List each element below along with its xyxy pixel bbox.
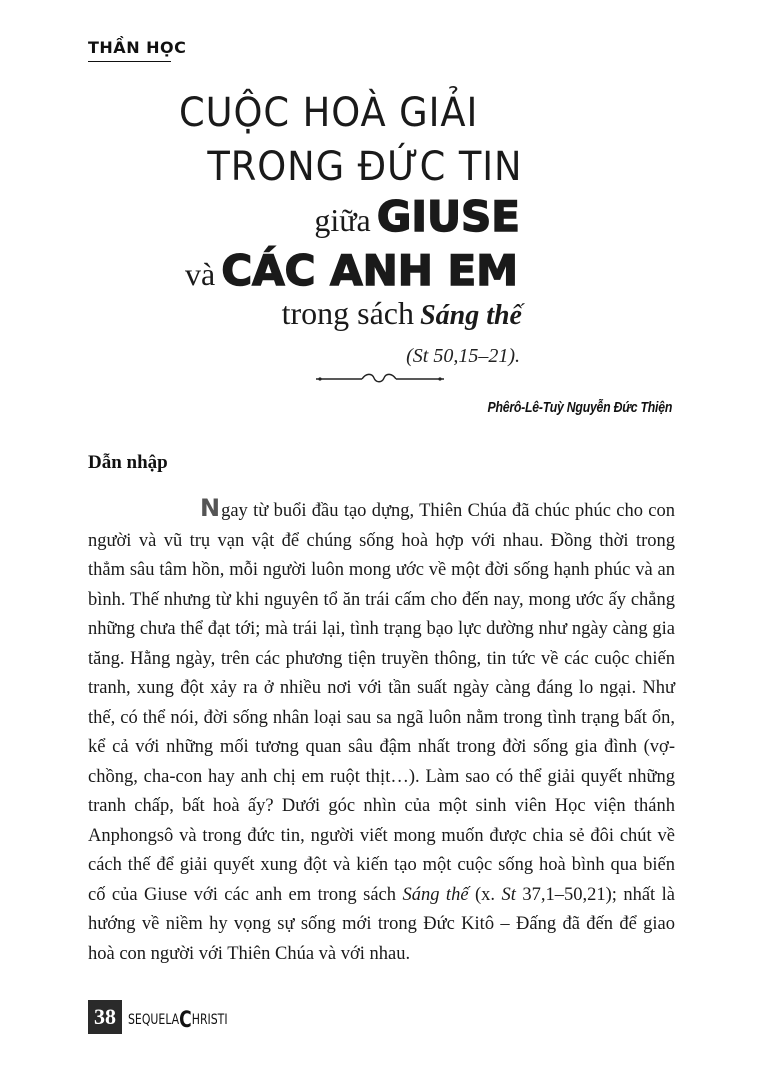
body-italic-abbrev: St <box>501 884 516 905</box>
logo-text-suffix: HRISTI <box>191 1012 228 1028</box>
title-line-4-emph: CÁC ANH EM <box>221 246 518 295</box>
title-line-4 <box>185 246 518 295</box>
title-line-1: CUỘC HOÀ GIẢI <box>178 90 478 136</box>
body-text-part-3: 37,1–50,21); nhất là hướng về niềm hy vọng sự sống mới trong Đức Kitô – Đấng đã đến để giao hoà con người với Thiên Chúa và với nhau. <box>88 884 675 964</box>
body-text-part-2: (x. <box>468 884 502 905</box>
ornament-divider-icon <box>316 372 444 386</box>
title-line-2: TRONG ĐỨC TIN <box>206 144 522 190</box>
section-tag-underline <box>88 61 171 62</box>
title-line-3 <box>314 192 520 241</box>
body-text-part-1: gay từ buổi đầu tạo dựng, Thiên Chúa đã chúc phúc cho con người và vũ trụ vạn vật để chúng sống hoà hợp với nhau. Đồng thời trong thẳm sâu tâm hồn, mỗi người luôn mong ước về một đời sống hạnh phúc và an bình. Thế nhưng từ khi nguyên tổ ăn trái cấm cho đến nay, mong ước ấy chẳng những chưa thể đạt tới; mà trái lại, tình trạng bạo lực dường như ngày càng gia tăng. Hằng ngày, trên các phương tiện truyền thông, tin tức về các cuộc chiến tranh, xung đột xảy ra ở nhiều nơi với tần suất ngày càng đáng lo ngại. Như thế, có thể nói, đời sống nhân loại sau sa ngã luôn nằm trong tình trạng bất ổn, kể cả với những mối tương quan sâu đậm nhất trong đời sống gia đình (vợ-chồng, cha-con hay anh chị em ruột thịt…). Làm sao có thể giải quyết những tranh chấp, bất hoà ấy? Dưới góc nhìn của một sinh viên Học viện thánh Anphongsô và trong đức tin, người viết mong muốn được chia sẻ đôi chút về cách thế để giải quyết xung đột và kiến tạo một cuộc sống hoà bình qua biến cố của Giuse với các anh em trong sách <box>88 501 675 905</box>
body-paragraph <box>88 494 675 969</box>
section-heading: Dẫn nhập <box>88 452 168 473</box>
title-line-5 <box>282 295 522 332</box>
title-line-3-emph: GIUSE <box>376 192 520 241</box>
magazine-logo <box>128 1008 228 1033</box>
title-line-5-prefix: trong sách <box>281 295 414 331</box>
logo-text-prefix: SEQUELA <box>128 1012 180 1028</box>
drop-cap: N <box>200 494 221 522</box>
author-name: Phêrô-Lê-Tuỳ Nguyễn Đức Thiện <box>487 399 672 416</box>
section-tag: THẦN HỌC <box>88 38 187 57</box>
scripture-reference: (St 50,15–21). <box>406 345 520 367</box>
logo-text-initial: C <box>179 1008 192 1033</box>
page-number: 38 <box>88 1000 122 1034</box>
title-line-5-emph: Sáng thế <box>420 300 522 331</box>
title-line-3-prefix: giữa <box>314 202 371 238</box>
title-line-4-prefix: và <box>185 256 216 292</box>
body-italic-book-title: Sáng thế <box>402 884 469 905</box>
